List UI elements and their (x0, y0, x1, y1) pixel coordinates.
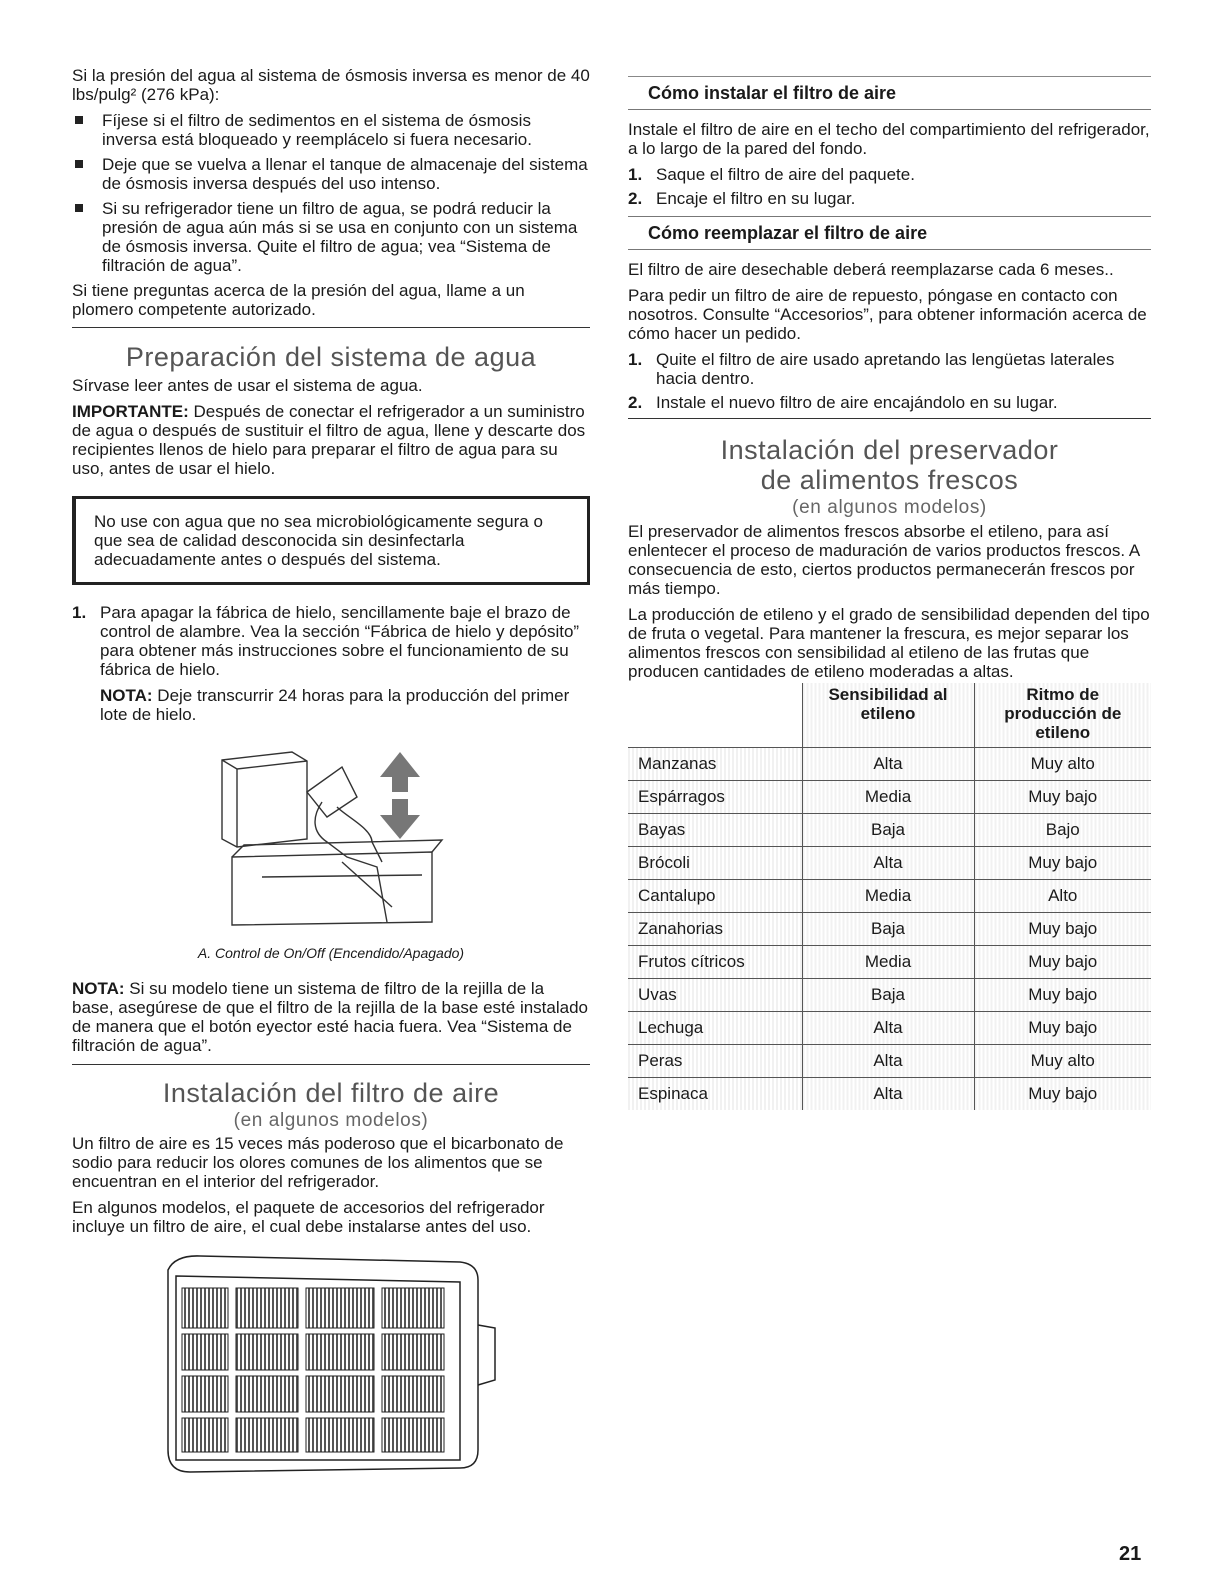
table-row (628, 813, 1151, 846)
production-cell: Alto (974, 879, 1151, 912)
square-bullet-icon (75, 116, 83, 124)
production-cell: Muy bajo (974, 1077, 1151, 1110)
production-cell: Muy bajo (974, 912, 1151, 945)
food-cell: Frutos cítricos (628, 945, 802, 978)
table-row (628, 879, 1151, 912)
icemaker-figure (72, 747, 590, 942)
left-column (72, 66, 590, 1484)
food-cell: Espárragos (628, 780, 802, 813)
table-row (628, 1077, 1151, 1110)
section-divider (628, 418, 1151, 419)
sensitivity-cell: Media (802, 945, 974, 978)
fresh-section-title-line1: Instalación del preservador (720, 435, 1059, 465)
fresh-section-subtitle: (en algunos modelos) (792, 497, 987, 518)
warning-box: No use con agua que no sea microbiológicamente segura o que sea de calidad desconocida sin desinfectarla adecuadamente antes o después del sistema. (72, 496, 590, 585)
right-column (628, 66, 1151, 1110)
sensitivity-cell: Baja (802, 912, 974, 945)
production-cell: Muy bajo (974, 780, 1151, 813)
food-cell: Brócoli (628, 846, 802, 879)
replace-heading: Cómo reemplazar el filtro de aire (628, 216, 1151, 250)
replace-paragraph-1: El filtro de aire desechable deberá reemplazarse cada 6 meses.. (628, 260, 1114, 279)
production-cell: Muy bajo (974, 1011, 1151, 1044)
install-paragraph: Instale el filtro de aire en el techo del compartimiento del refrigerador, a lo largo de la pared del fondo. (628, 120, 1150, 158)
table-header-production: Ritmo de producción de etileno (974, 683, 1151, 747)
up-down-arrow-icon (380, 752, 420, 839)
air-paragraph-2: En algunos modelos, el paquete de accesorios del refrigerador incluye un filtro de aire, el cual debe instalarse antes del uso. (72, 1198, 545, 1236)
pressure-intro: Si la presión del agua al sistema de ósmosis inversa es menor de 40 lbs/pulg² (276 kPa): (72, 66, 590, 104)
page-number: 21 (1119, 1543, 1142, 1565)
install-heading: Cómo instalar el filtro de aire (628, 77, 1151, 110)
table-row (628, 978, 1151, 1011)
section-divider (72, 327, 590, 328)
sensitivity-cell: Alta (802, 846, 974, 879)
sensitivity-cell: Alta (802, 1011, 974, 1044)
water-read-note: Sírvase leer antes de usar el sistema de agua. (72, 376, 423, 395)
icemaker-illustration (72, 747, 590, 942)
food-cell: Espinaca (628, 1077, 802, 1110)
production-cell: Muy alto (974, 1044, 1151, 1077)
food-cell: Peras (628, 1044, 802, 1077)
food-cell: Zanahorias (628, 912, 802, 945)
fresh-paragraph-2: La producción de etileno y el grado de sensibilidad dependen del tipo de fruta o vegetal. Para mantener la frescura, es mejor separar los alimentos frescos con sensibilidad al etileno de las frutas que producen cantidades de etileno moderadas a altas. (628, 605, 1150, 681)
production-cell: Muy alto (974, 747, 1151, 780)
square-bullet-icon (75, 204, 83, 212)
production-cell: Muy bajo (974, 846, 1151, 879)
air-paragraph-1: Un filtro de aire es 15 veces más poderoso que el bicarbonato de sodio para reducir los olores comunes de los alimentos que se encuentran en el interior del refrigerador. (72, 1134, 564, 1191)
water-section-title: Preparación del sistema de agua (125, 342, 537, 372)
questions-paragraph: Si tiene preguntas acerca de la presión del agua, llame a un plomero competente autorizado. (72, 281, 525, 319)
air-filter-illustration (160, 1250, 590, 1484)
numbered-step: 1. Para apagar la fábrica de hielo, sencillamente baje el brazo de control de alambre. Vea la sección “Fábrica de hielo y depósito” para obtener más instrucciones sobre el funcionamiento de su fábrica de hielo. NOTA: Deje transcurrir 24 horas para la producción del primer lote de hielo. (72, 603, 590, 731)
fresh-section-title-line2: de alimentos frescos (760, 465, 1019, 495)
replace-step: 1. Quite el filtro de aire usado apretando las lengüetas laterales hacia dentro. (628, 350, 1115, 388)
install-step: 2. Encaje el filtro en su lugar. (628, 189, 856, 208)
food-cell: Cantalupo (628, 879, 802, 912)
production-cell: Muy bajo (974, 978, 1151, 1011)
bullet-item: Deje que se vuelva a llenar el tanque de almacenaje del sistema de ósmosis inversa después del uso intenso. (72, 155, 590, 193)
food-cell: Uvas (628, 978, 802, 1011)
table-row (628, 1011, 1151, 1044)
figure-caption: A. Control de On/Off (Encendido/Apagado) (197, 945, 465, 961)
important-paragraph: IMPORTANTE: Después de conectar el refrigerador a un suministro de agua o después de sustituir el filtro de agua, llene y descarte dos recipientes llenos de hielo para preparar el filtro de agua para su uso, antes de usar el hielo. (72, 402, 586, 478)
food-cell: Lechuga (628, 1011, 802, 1044)
table-header-sensitivity: Sensibilidad al etileno (802, 683, 974, 747)
fresh-paragraph-1: El preservador de alimentos frescos absorbe el etileno, para así enlentecer el proceso de maduración de varios productos frescos. A consecuencia de esto, ciertos productos permanecerán frescos por más tiempo. (628, 522, 1140, 598)
food-cell: Manzanas (628, 747, 802, 780)
air-section-title: Instalación del filtro de aire (162, 1078, 500, 1108)
install-step: 1. Saque el filtro de aire del paquete. (628, 165, 915, 184)
sensitivity-cell: Alta (802, 747, 974, 780)
replace-step: 2. Instale el nuevo filtro de aire encajándolo en su lugar. (628, 393, 1058, 412)
bullet-item: Fíjese si el filtro de sedimentos en el sistema de ósmosis inversa está bloqueado y reemplácelo si fuera necesario. (72, 111, 590, 149)
ethylene-table (628, 683, 1151, 1110)
production-cell: Muy bajo (974, 945, 1151, 978)
bullet-item: Si su refrigerador tiene un filtro de agua, se podrá reducir la presión de agua aún más si se usa en conjunto con un sistema de ósmosis inversa. Quite el filtro de agua; vea “Sistema de filtración de agua”. (72, 199, 590, 275)
air-section-subtitle: (en algunos modelos) (233, 1110, 429, 1131)
air-filter-figure (160, 1250, 500, 1480)
table-row (628, 912, 1151, 945)
sensitivity-cell: Media (802, 879, 974, 912)
sensitivity-cell: Alta (802, 1044, 974, 1077)
food-cell: Bayas (628, 813, 802, 846)
square-bullet-icon (75, 160, 83, 168)
sensitivity-cell: Alta (802, 1077, 974, 1110)
sensitivity-cell: Baja (802, 978, 974, 1011)
table-row (628, 846, 1151, 879)
sensitivity-cell: Media (802, 780, 974, 813)
nota-grille: NOTA: Si su modelo tiene un sistema de filtro de la rejilla de la base, asegúrese de que el filtro de la rejilla de la base esté instalado de manera que el botón eyector esté hacia fuera. Vea “Sistema de filtración de agua”. (72, 979, 589, 1055)
sensitivity-cell: Baja (802, 813, 974, 846)
table-row (628, 780, 1151, 813)
production-cell: Bajo (974, 813, 1151, 846)
table-row (628, 1044, 1151, 1077)
table-row (628, 945, 1151, 978)
nota-ice: NOTA: Deje transcurrir 24 horas para la producción del primer lote de hielo. (100, 686, 570, 724)
table-row (628, 747, 1151, 780)
section-divider (72, 1064, 590, 1065)
replace-paragraph-2: Para pedir un filtro de aire de repuesto, póngase en contacto con nosotros. Consulte “Accesorios”, para obtener información acerca de cómo hacer un pedido. (628, 286, 1147, 343)
